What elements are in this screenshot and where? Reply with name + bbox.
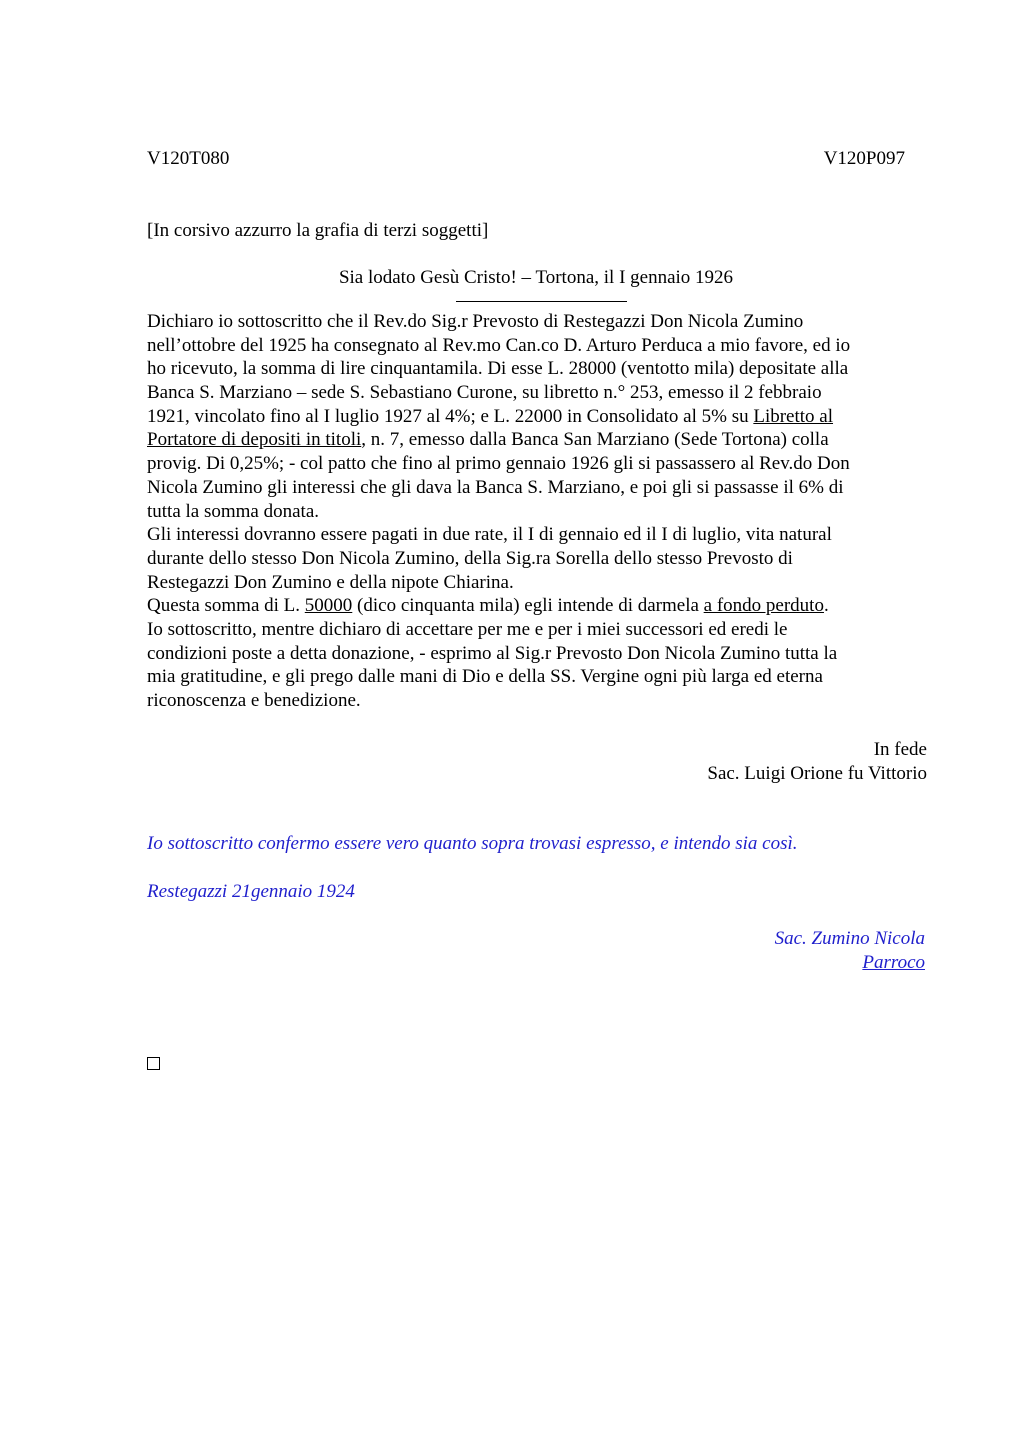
third-party-signature: Sac. Zumino Nicola [774, 928, 925, 949]
body-line: Banca S. Marziano – sede S. Sebastiano Curone, su libretto n.° 253, emesso il 2 febbraio [147, 382, 822, 404]
body-line: ho ricevuto, la somma di lire cinquantamila. Di esse L. 28000 (ventotto mila) depositate alla [147, 358, 849, 380]
body-text: , n. 7, emesso dalla Banca San Marziano (Sede Tortona) colla [361, 429, 829, 451]
body-line: mia gratitudine, e gli prego dalle mani di Dio e della SS. Vergine ogni più larga ed eterna [147, 666, 823, 688]
author-signature: Sac. Luigi Orione fu Vittorio [707, 763, 927, 784]
document-codes [147, 147, 905, 171]
body-line [147, 405, 937, 429]
underlined-text: a fondo perduto [703, 595, 824, 617]
body-line: Gli interessi dovranno essere pagati in due rate, il I di gennaio ed il I di luglio, vita natural [147, 524, 832, 546]
checkbox-square-icon [147, 1057, 160, 1070]
third-party-role: Parroco [862, 952, 925, 973]
code-left: V120T080 [147, 148, 230, 169]
body-line: riconoscenza e benedizione. [147, 690, 361, 711]
body-line: nell’ottobre del 1925 ha consegnato al Rev.mo Can.co D. Arturo Perduca a mio favore, ed io [147, 334, 851, 356]
third-party-confirmation: Io sottoscritto confermo essere vero quanto sopra trovasi espresso, e intendo sia così. [147, 833, 798, 854]
body-line [147, 594, 937, 618]
body-text: 1921, vincolato fino al I luglio 1927 al 4%; e L. 22000 in Consolidato al 5% su [147, 405, 754, 427]
editorial-note: [In corsivo azzurro la grafia di terzi soggetti] [147, 220, 489, 241]
body-line: tutta la somma donata. [147, 500, 320, 522]
body-line: Io sottoscritto, mentre dichiaro di accettare per me e per i miei successori ed eredi le [147, 618, 788, 640]
body-line: durante dello stesso Don Nicola Zumino, della Sig.ra Sorella dello stesso Prevosto di [147, 547, 793, 569]
body-text: . [823, 595, 829, 617]
code-right: V120P097 [823, 148, 905, 169]
body-line: Restegazzi Don Zumino e della nipote Chiarina. [147, 571, 514, 593]
underlined-text: Libretto al [753, 405, 834, 427]
body-text: Questa somma di L. [147, 595, 305, 617]
body-text: (dico cinquanta mila) egli intende di darmela [352, 595, 704, 617]
body-line: provig. Di 0,25%; - col patto che fino al primo gennaio 1926 gli si passassero al Rev.do Don [147, 453, 850, 475]
underlined-text: Portatore di depositi in titoli [147, 429, 362, 451]
body-line: condizioni poste a detta donazione, - esprimo al Sig.r Prevosto Don Nicola Zumino tutta la [147, 642, 838, 664]
body-line [147, 428, 937, 452]
third-party-place-date: Restegazzi 21gennaio 1924 [147, 881, 355, 902]
closing-in-fede: In fede [873, 739, 927, 760]
letter-body [147, 310, 937, 713]
letter-heading: Sia lodato Gesù Cristo! – Tortona, il I gennaio 1926 [338, 267, 734, 288]
heading-underline-divider [456, 301, 627, 302]
underlined-amount: 50000 [304, 595, 353, 617]
body-line: Nicola Zumino gli interessi che gli dava la Banca S. Marziano, e poi gli si passasse il 6% di [147, 476, 844, 498]
body-line: Dichiaro io sottoscritto che il Rev.do Sig.r Prevosto di Restegazzi Don Nicola Zumino [147, 311, 804, 332]
